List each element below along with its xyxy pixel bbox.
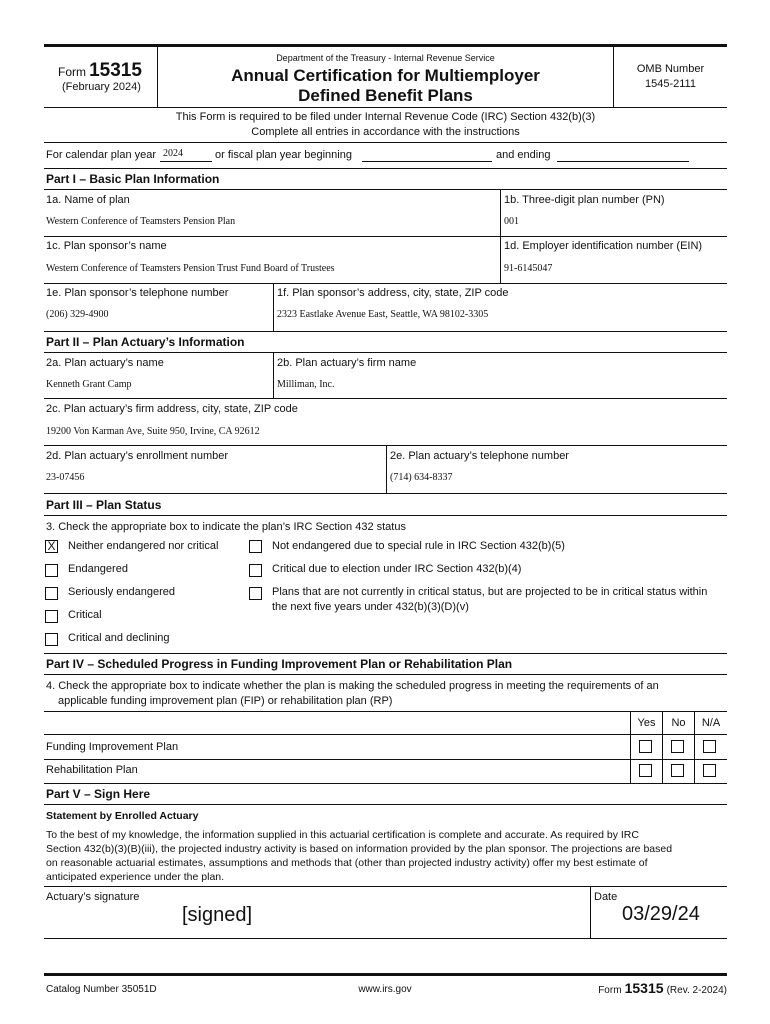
part2-divider-1 [273,353,274,399]
label-election: Critical due to election under IRC Section 432(b)(4) [272,563,522,575]
plan-name-label: 1a. Name of plan [46,194,130,206]
form-title-line1: Annual Certification for Multiemployer [231,66,540,85]
part2-title: Part II – Plan Actuary’s Information [46,335,245,349]
calendar-year-label: For calendar plan year [46,149,157,161]
plan-name-field[interactable]: Western Conference of Teamsters Pension Plan [46,216,236,227]
part4-top-rule [44,653,727,654]
enrollment-label: 2d. Plan actuary’s enrollment number [46,450,229,462]
plan-number-field[interactable]: 001 [504,216,519,227]
fiscal-year-label: or fiscal plan year beginning [215,149,352,161]
plan-number-label: 1b. Three-digit plan number (PN) [504,194,665,206]
header-divider-right [613,46,614,107]
footer-form-word: Form [598,985,622,996]
sponsor-address-field[interactable]: 2323 Eastlake Avenue East, Seattle, WA 98102-3305 [277,309,489,320]
part2-title-rule [44,352,727,353]
part3-top-rule [44,493,727,494]
department-name: Department of the Treasury - Internal Revenue Service [276,53,495,63]
checkbox-election[interactable] [249,564,262,577]
label-projected-critical-2: the next five years under 432(b)(3)(D)(v) [272,601,469,613]
checkbox-rp-yes[interactable] [639,764,652,777]
part1-top-rule [44,168,727,169]
fiscal-end-field[interactable] [557,148,689,162]
actuary-phone-label: 2e. Plan actuary’s telephone number [390,450,569,462]
row-rule [44,398,727,399]
footer-rule [44,973,727,976]
part4-title-rule [44,674,727,675]
part3-title-rule [44,515,727,516]
sponsor-address-label: 1f. Plan sponsor’s address, city, state, ZIP code [277,287,509,299]
actuary-name-field[interactable]: Kenneth Grant Camp [46,379,132,390]
part1-divider-2 [273,284,274,332]
checkbox-critical-declining[interactable] [45,633,58,646]
statement-line3: on reasonable actuarial estimates, assumptions and methods that (other than projected industry activity) offer my best estimate of [46,857,648,869]
checkbox-projected-critical[interactable] [249,587,262,600]
fiscal-begin-field[interactable] [362,148,492,162]
part1-title: Part I – Basic Plan Information [46,172,220,186]
sponsor-phone-field[interactable]: (206) 329-4900 [46,309,109,320]
col-na: N/A [701,717,721,729]
checkbox-critical[interactable] [45,610,58,623]
sponsor-name-label: 1c. Plan sponsor’s name [46,240,167,252]
checkbox-rp-no[interactable] [671,764,684,777]
row-fip-label: Funding Improvement Plan [46,741,179,753]
ein-field[interactable]: 91-6145047 [504,263,553,274]
form-word: Form [58,65,86,79]
header-bottom-rule [44,107,727,108]
actuary-phone-field[interactable]: (714) 634-8337 [390,472,453,483]
form-date: (February 2024) [62,81,141,93]
part4-title: Part IV – Scheduled Progress in Funding Improvement Plan or Rehabilitation Plan [46,657,513,671]
row-rule [44,283,727,284]
header-top-rule [44,44,727,47]
part2-top-rule [44,331,727,332]
row-rule [44,236,727,237]
checkbox-fip-yes[interactable] [639,740,652,753]
actuary-name-label: 2a. Plan actuary’s name [46,357,164,369]
irs-website-link[interactable]: www.irs.gov [358,984,412,995]
form-number: 15315 [89,60,142,81]
enrollment-field[interactable]: 23-07456 [46,472,85,483]
checkbox-fip-na[interactable] [703,740,716,753]
firm-address-label: 2c. Plan actuary’s firm address, city, state, ZIP code [46,403,298,415]
checkbox-endangered[interactable] [45,564,58,577]
col-no: No [671,717,686,729]
checkbox-rp-na[interactable] [703,764,716,777]
part5-title-rule [44,804,727,805]
label-neither: Neither endangered nor critical [68,540,219,552]
notice-line2: Complete all entries in accordance with the instructions [251,126,520,138]
part5-top-rule [44,783,727,784]
label-special-rule: Not endangered due to special rule in IRC Section 432(b)(5) [272,540,565,552]
form-title-line2: Defined Benefit Plans [298,86,473,105]
signature-field[interactable]: [signed] [182,904,253,926]
row-rule [44,759,727,760]
notice-line1: This Form is required to be filed under Internal Revenue Code (IRC) Section 432(b)(3) [175,111,596,123]
part1-divider-1 [500,190,501,284]
statement-line4: anticipated experience under the plan. [46,871,225,883]
date-field[interactable]: 03/29/24 [622,903,700,925]
label-projected-critical: Plans that are not currently in critical status, but are projected to be in critical status within [272,586,708,598]
col-yes: Yes [637,717,656,729]
part2-divider-2 [386,446,387,494]
label-critical-declining: Critical and declining [68,632,170,644]
form-id [58,60,142,82]
date-label: Date [594,891,618,903]
label-critical: Critical [68,609,102,621]
checkbox-seriously-endangered[interactable] [45,587,58,600]
signature-divider [590,887,591,939]
firm-address-field[interactable]: 19200 Von Karman Ave, Suite 950, Irvine, CA 92612 [46,426,260,437]
label-endangered: Endangered [68,563,128,575]
actuary-firm-field[interactable]: Milliman, Inc. [277,379,335,390]
sponsor-phone-label: 1e. Plan sponsor’s telephone number [46,287,229,299]
omb-label: OMB Number [636,63,705,75]
signature-bottom-rule [44,938,727,939]
statement-line2: Section 432(b)(3)(B)(iii), the projected industry activity is based on information provided by the plan sponsor. The projections are based [46,843,673,855]
ending-label: and ending [496,149,551,161]
footer-form-number: 15315 [624,980,664,996]
label-seriously-endangered: Seriously endangered [68,586,176,598]
checkbox-neither[interactable]: X [45,540,58,553]
calendar-year-field[interactable]: 2024 [160,148,212,162]
progress-instruction-2: applicable funding improvement plan (FIP) or rehabilitation plan (RP) [58,695,393,707]
table-top-rule [44,711,727,712]
part3-title: Part III – Plan Status [46,498,162,512]
statement-title: Statement by Enrolled Actuary [46,810,199,822]
sponsor-name-field[interactable]: Western Conference of Teamsters Pension Trust Fund Board of Trustees [46,263,335,274]
footer-form-id [560,980,727,996]
status-instruction: 3. Check the appropriate box to indicate the plan’s IRC Section 432 status [46,521,406,533]
omb-number: 1545-2111 [645,78,696,90]
signature-top-rule [44,886,727,887]
statement-line1: To the best of my knowledge, the information supplied in this actuarial certification is complete and accurate. As required by IRC [46,829,639,841]
signature-label: Actuary’s signature [46,891,140,903]
progress-instruction-1: 4. Check the appropriate box to indicate whether the plan is making the scheduled progress in meeting the requirements of an [46,680,659,692]
table-header-rule [44,734,727,735]
checkbox-fip-no[interactable] [671,740,684,753]
checkbox-special-rule[interactable] [249,540,262,553]
actuary-firm-label: 2b. Plan actuary’s firm name [277,357,417,369]
part1-title-rule [44,189,727,190]
ein-label: 1d. Employer identification number (EIN) [504,240,703,252]
row-rp-label: Rehabilitation Plan [46,764,138,776]
footer-revision: (Rev. 2-2024) [666,985,727,996]
catalog-number: Catalog Number 35051D [46,984,157,995]
notice-rule [44,142,727,143]
part5-title: Part V – Sign Here [46,787,151,801]
